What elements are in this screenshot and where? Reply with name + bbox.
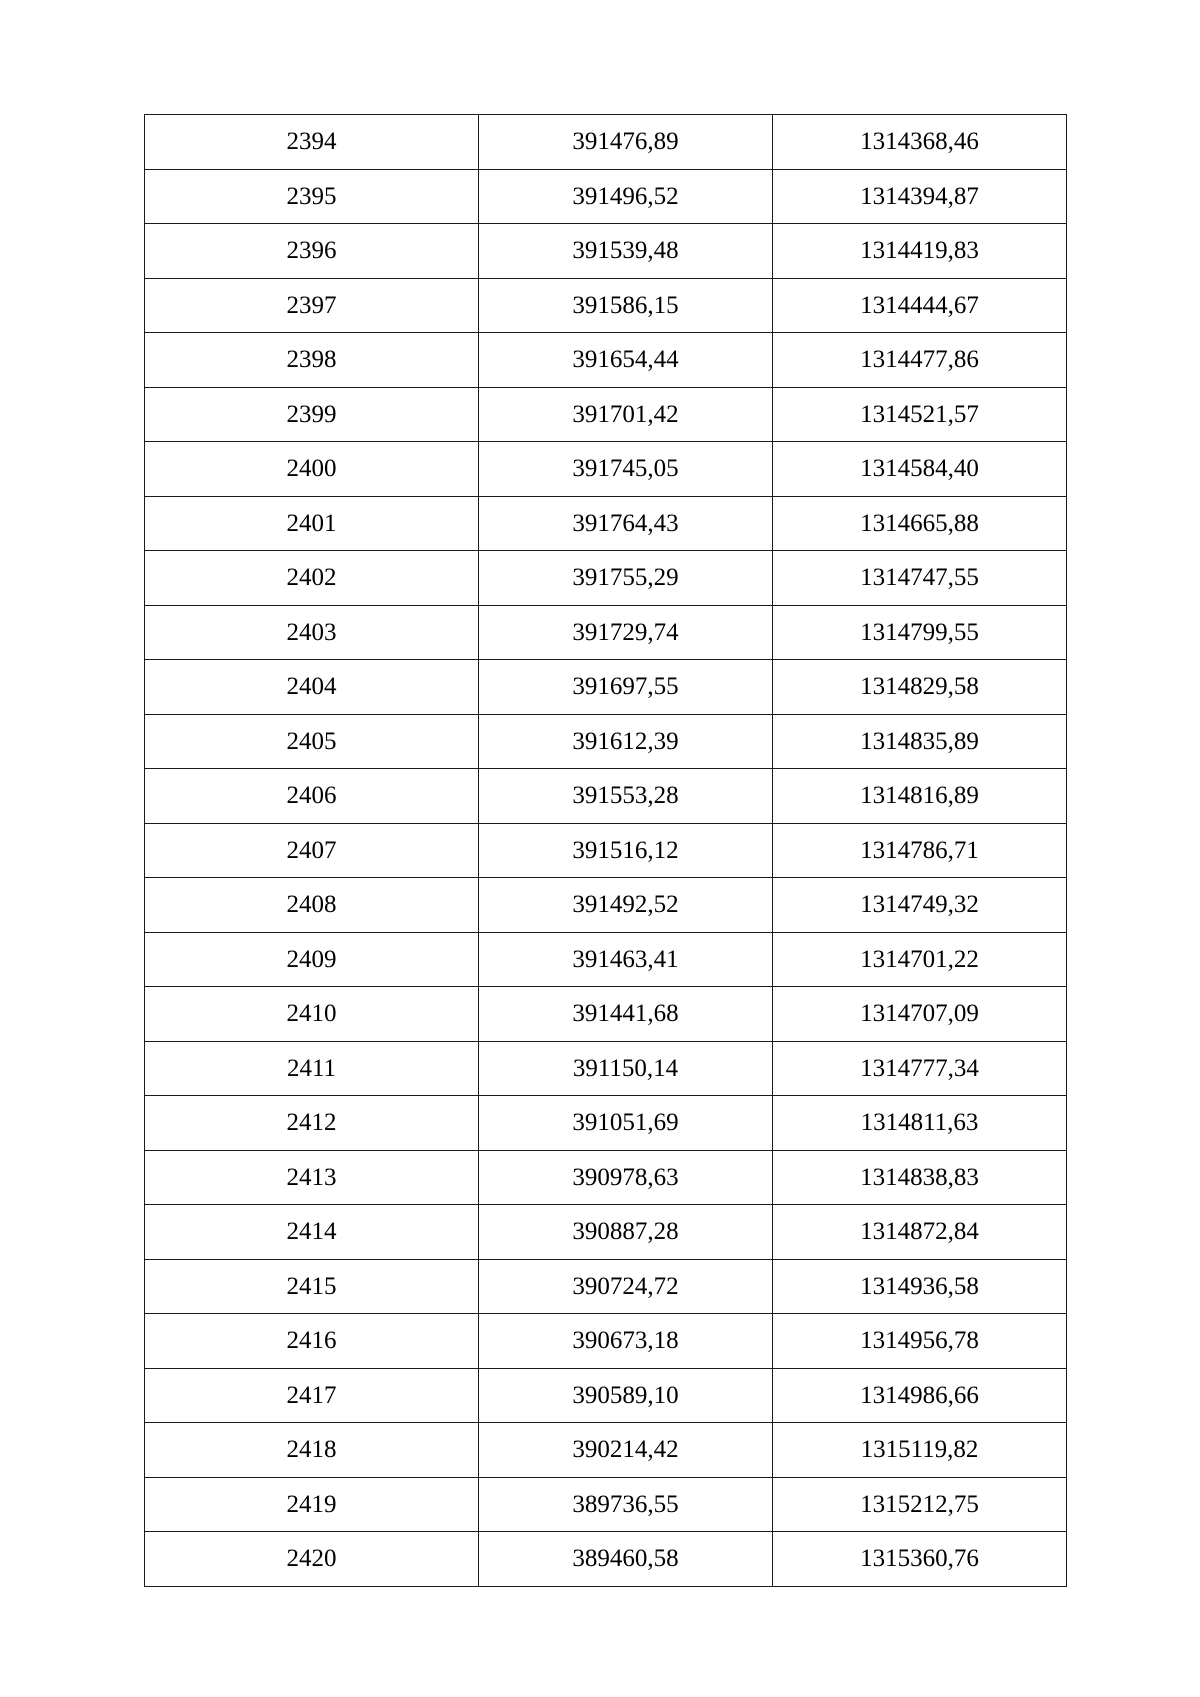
point-number-cell: 2396 (145, 224, 479, 279)
table-row (145, 551, 1067, 606)
x-coordinate-cell: 391697,55 (479, 660, 773, 715)
point-number-cell: 2400 (145, 442, 479, 497)
y-coordinate-cell: 1314368,46 (773, 115, 1067, 170)
table-row (145, 1205, 1067, 1260)
table-row (145, 442, 1067, 497)
x-coordinate-cell: 391516,12 (479, 823, 773, 878)
table-row (145, 278, 1067, 333)
table-row (145, 987, 1067, 1042)
x-coordinate-cell: 391539,48 (479, 224, 773, 279)
point-number-cell: 2420 (145, 1532, 479, 1587)
x-coordinate-cell: 390887,28 (479, 1205, 773, 1260)
x-coordinate-cell: 391755,29 (479, 551, 773, 606)
point-number-cell: 2398 (145, 333, 479, 388)
point-number-cell: 2415 (145, 1259, 479, 1314)
y-coordinate-cell: 1314665,88 (773, 496, 1067, 551)
table-row (145, 605, 1067, 660)
x-coordinate-cell: 390673,18 (479, 1314, 773, 1369)
table-row (145, 333, 1067, 388)
table-row (145, 115, 1067, 170)
table-row (145, 169, 1067, 224)
y-coordinate-cell: 1314835,89 (773, 714, 1067, 769)
point-number-cell: 2401 (145, 496, 479, 551)
table-row (145, 714, 1067, 769)
point-number-cell: 2419 (145, 1477, 479, 1532)
point-number-cell: 2397 (145, 278, 479, 333)
y-coordinate-cell: 1314838,83 (773, 1150, 1067, 1205)
x-coordinate-cell: 391654,44 (479, 333, 773, 388)
y-coordinate-cell: 1314799,55 (773, 605, 1067, 660)
y-coordinate-cell: 1314956,78 (773, 1314, 1067, 1369)
y-coordinate-cell: 1314816,89 (773, 769, 1067, 824)
point-number-cell: 2409 (145, 932, 479, 987)
table-row (145, 1259, 1067, 1314)
y-coordinate-cell: 1314419,83 (773, 224, 1067, 279)
point-number-cell: 2404 (145, 660, 479, 715)
point-number-cell: 2413 (145, 1150, 479, 1205)
y-coordinate-cell: 1314786,71 (773, 823, 1067, 878)
table-row (145, 1477, 1067, 1532)
x-coordinate-cell: 390724,72 (479, 1259, 773, 1314)
point-number-cell: 2416 (145, 1314, 479, 1369)
x-coordinate-cell: 391492,52 (479, 878, 773, 933)
table-row (145, 1532, 1067, 1587)
x-coordinate-cell: 391496,52 (479, 169, 773, 224)
table-row (145, 932, 1067, 987)
y-coordinate-cell: 1314872,84 (773, 1205, 1067, 1260)
point-number-cell: 2412 (145, 1096, 479, 1151)
y-coordinate-cell: 1314829,58 (773, 660, 1067, 715)
y-coordinate-cell: 1314811,63 (773, 1096, 1067, 1151)
x-coordinate-cell: 391729,74 (479, 605, 773, 660)
x-coordinate-cell: 391586,15 (479, 278, 773, 333)
x-coordinate-cell: 391553,28 (479, 769, 773, 824)
table-row (145, 224, 1067, 279)
x-coordinate-cell: 391745,05 (479, 442, 773, 497)
point-number-cell: 2418 (145, 1423, 479, 1478)
x-coordinate-cell: 389736,55 (479, 1477, 773, 1532)
y-coordinate-cell: 1315360,76 (773, 1532, 1067, 1587)
point-number-cell: 2394 (145, 115, 479, 170)
y-coordinate-cell: 1314701,22 (773, 932, 1067, 987)
table-row (145, 1368, 1067, 1423)
table-row (145, 1041, 1067, 1096)
point-number-cell: 2417 (145, 1368, 479, 1423)
point-number-cell: 2407 (145, 823, 479, 878)
x-coordinate-cell: 391764,43 (479, 496, 773, 551)
point-number-cell: 2399 (145, 387, 479, 442)
table-row (145, 496, 1067, 551)
y-coordinate-cell: 1315212,75 (773, 1477, 1067, 1532)
y-coordinate-cell: 1314521,57 (773, 387, 1067, 442)
point-number-cell: 2402 (145, 551, 479, 606)
coordinates-table-body (145, 115, 1067, 1587)
x-coordinate-cell: 391150,14 (479, 1041, 773, 1096)
point-number-cell: 2410 (145, 987, 479, 1042)
x-coordinate-cell: 391476,89 (479, 115, 773, 170)
y-coordinate-cell: 1314394,87 (773, 169, 1067, 224)
table-row (145, 878, 1067, 933)
point-number-cell: 2403 (145, 605, 479, 660)
y-coordinate-cell: 1314707,09 (773, 987, 1067, 1042)
point-number-cell: 2406 (145, 769, 479, 824)
x-coordinate-cell: 391441,68 (479, 987, 773, 1042)
table-row (145, 387, 1067, 442)
y-coordinate-cell: 1315119,82 (773, 1423, 1067, 1478)
y-coordinate-cell: 1314936,58 (773, 1259, 1067, 1314)
table-row (145, 1150, 1067, 1205)
table-row (145, 1423, 1067, 1478)
table-row (145, 1096, 1067, 1151)
y-coordinate-cell: 1314777,34 (773, 1041, 1067, 1096)
y-coordinate-cell: 1314749,32 (773, 878, 1067, 933)
x-coordinate-cell: 391051,69 (479, 1096, 773, 1151)
x-coordinate-cell: 390978,63 (479, 1150, 773, 1205)
table-row (145, 660, 1067, 715)
coordinates-table (144, 114, 1067, 1587)
point-number-cell: 2411 (145, 1041, 479, 1096)
table-row (145, 1314, 1067, 1369)
x-coordinate-cell: 389460,58 (479, 1532, 773, 1587)
point-number-cell: 2405 (145, 714, 479, 769)
y-coordinate-cell: 1314584,40 (773, 442, 1067, 497)
x-coordinate-cell: 391463,41 (479, 932, 773, 987)
x-coordinate-cell: 391701,42 (479, 387, 773, 442)
x-coordinate-cell: 390589,10 (479, 1368, 773, 1423)
point-number-cell: 2395 (145, 169, 479, 224)
point-number-cell: 2408 (145, 878, 479, 933)
y-coordinate-cell: 1314477,86 (773, 333, 1067, 388)
table-row (145, 823, 1067, 878)
y-coordinate-cell: 1314747,55 (773, 551, 1067, 606)
y-coordinate-cell: 1314444,67 (773, 278, 1067, 333)
x-coordinate-cell: 391612,39 (479, 714, 773, 769)
point-number-cell: 2414 (145, 1205, 479, 1260)
y-coordinate-cell: 1314986,66 (773, 1368, 1067, 1423)
x-coordinate-cell: 390214,42 (479, 1423, 773, 1478)
table-row (145, 769, 1067, 824)
